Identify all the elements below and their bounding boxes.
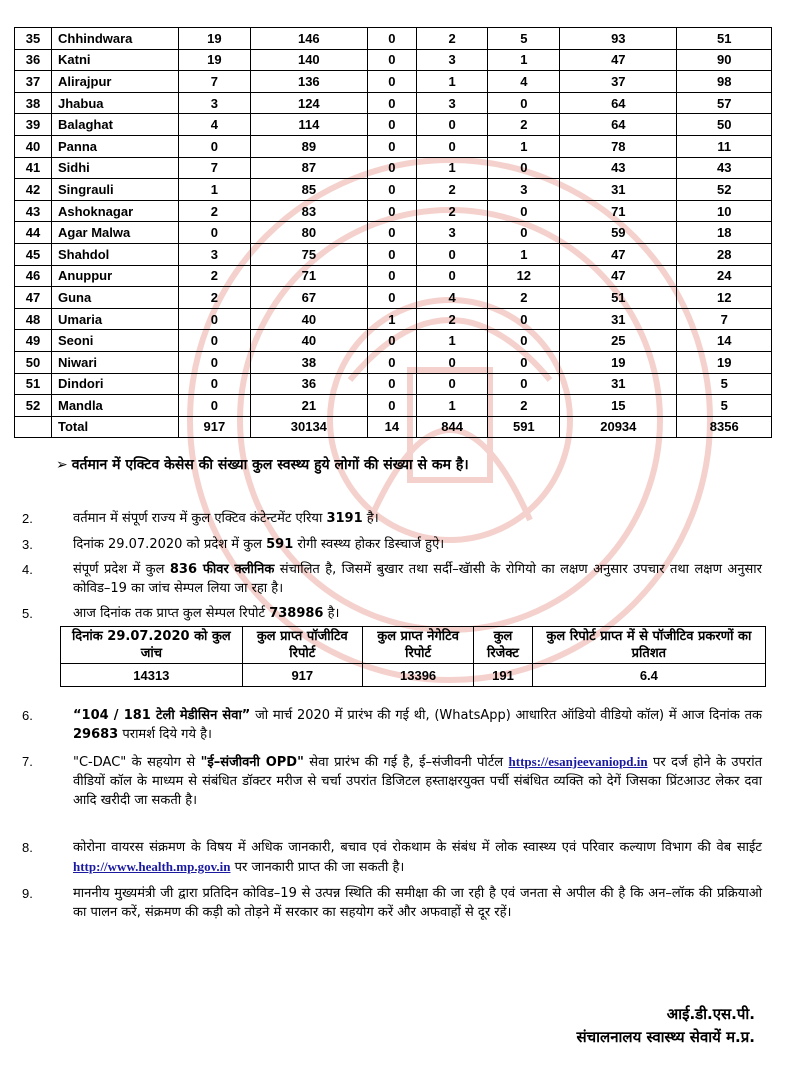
point-text: संपूर्ण प्रदेश में कुल: [73, 562, 170, 577]
summary-header: दिनांक 29.07.2020 को कुल जांच: [61, 627, 243, 664]
point-number: 3.: [22, 537, 33, 552]
count-cell: 83: [250, 200, 367, 222]
serial-number-cell: 44: [15, 222, 52, 244]
point-9: [22, 884, 762, 922]
serial-number-cell: [15, 416, 52, 438]
table-row: [15, 243, 772, 265]
total-row: [15, 416, 772, 438]
district-name-cell: Ashoknagar: [52, 200, 179, 222]
count-cell: 36: [250, 373, 367, 395]
count-cell: 59: [560, 222, 677, 244]
count-cell: 2: [416, 200, 488, 222]
signature-line-2: संचालनालय स्वास्थ्य सेवायें म.प्र.: [576, 1028, 755, 1046]
table-row: [15, 28, 772, 50]
point-number: 6.: [22, 708, 33, 723]
count-cell: 124: [250, 92, 367, 114]
count-cell: 47: [560, 265, 677, 287]
point-number: 9.: [22, 886, 33, 901]
count-cell: 19: [677, 351, 772, 373]
point-3: [22, 535, 762, 554]
district-name-cell: Seoni: [52, 330, 179, 352]
count-cell: 11: [677, 135, 772, 157]
count-cell: 30134: [250, 416, 367, 438]
count-cell: 4: [416, 287, 488, 309]
point-bold: 836 फीवर क्लीनिक: [169, 562, 275, 577]
serial-number-cell: 49: [15, 330, 52, 352]
point-text: "C-DAC" के सहयोग से: [73, 755, 201, 770]
point-text: परामर्श दिये गये है।: [118, 727, 212, 742]
district-name-cell: Shahdol: [52, 243, 179, 265]
count-cell: 0: [416, 265, 488, 287]
point-text: दिनांक 29.07.2020 को प्रदेश में कुल: [73, 537, 267, 552]
count-cell: 0: [367, 243, 416, 265]
count-cell: 31: [560, 308, 677, 330]
summary-value: 14313: [61, 664, 243, 687]
count-cell: 0: [367, 135, 416, 157]
count-cell: 0: [367, 71, 416, 93]
district-name-cell: Dindori: [52, 373, 179, 395]
point-text: आज दिनांक तक प्राप्त कुल सेम्पल रिपोर्ट: [73, 606, 270, 621]
count-cell: 2: [488, 114, 560, 136]
count-cell: 90: [677, 49, 772, 71]
district-name-cell: Jhabua: [52, 92, 179, 114]
count-cell: 844: [416, 416, 488, 438]
district-table: [14, 27, 772, 438]
point-bold: "ई–संजीवनी OPD": [200, 755, 304, 770]
point-number: 5.: [22, 606, 33, 621]
count-cell: 2: [416, 308, 488, 330]
count-cell: 1: [488, 135, 560, 157]
count-cell: 75: [250, 243, 367, 265]
count-cell: 19: [179, 28, 251, 50]
point-bold: “104 / 181 टेली मेडीसिन सेवा”: [73, 708, 251, 723]
count-cell: 28: [677, 243, 772, 265]
count-cell: 5: [488, 28, 560, 50]
summary-header: कुल प्राप्त पॉजीटिव रिपोर्ट: [242, 627, 362, 664]
count-cell: 2: [488, 395, 560, 417]
point-bold: 738986: [269, 606, 324, 621]
count-cell: 50: [677, 114, 772, 136]
district-name-cell: Chhindwara: [52, 28, 179, 50]
count-cell: 0: [367, 28, 416, 50]
district-name-cell: Mandla: [52, 395, 179, 417]
serial-number-cell: 36: [15, 49, 52, 71]
bullet-text: वर्तमान में एक्टिव केसेस की संख्या कुल स्वस्थ्य हुये लोगों की संख्या से कम है।: [71, 457, 469, 473]
point-5: [22, 604, 762, 623]
count-cell: 87: [250, 157, 367, 179]
count-cell: 47: [560, 49, 677, 71]
district-name-cell: Total: [52, 416, 179, 438]
count-cell: 1: [367, 308, 416, 330]
summary-header: कुल प्राप्त नेगेटिव रिपोर्ट: [362, 627, 473, 664]
count-cell: 20934: [560, 416, 677, 438]
count-cell: 136: [250, 71, 367, 93]
count-cell: 0: [416, 351, 488, 373]
count-cell: 0: [488, 157, 560, 179]
serial-number-cell: 47: [15, 287, 52, 309]
point-text: सेवा प्रारंभ की गई है, ई–संजीवनी पोर्टल: [303, 755, 509, 770]
count-cell: 1: [416, 71, 488, 93]
count-cell: 37: [560, 71, 677, 93]
health-website-link[interactable]: http://www.health.mp.gov.in: [73, 859, 231, 874]
count-cell: 40: [250, 308, 367, 330]
count-cell: 0: [488, 92, 560, 114]
district-name-cell: Umaria: [52, 308, 179, 330]
sample-summary-table: [60, 626, 766, 687]
count-cell: 12: [488, 265, 560, 287]
serial-number-cell: 45: [15, 243, 52, 265]
count-cell: 0: [488, 200, 560, 222]
point-text: है।: [323, 606, 340, 621]
count-cell: 1: [488, 243, 560, 265]
table-row: [15, 222, 772, 244]
count-cell: 25: [560, 330, 677, 352]
count-cell: 19: [560, 351, 677, 373]
district-name-cell: Guna: [52, 287, 179, 309]
count-cell: 0: [179, 308, 251, 330]
count-cell: 64: [560, 92, 677, 114]
count-cell: 71: [250, 265, 367, 287]
count-cell: 64: [560, 114, 677, 136]
count-cell: 1: [488, 49, 560, 71]
count-cell: 114: [250, 114, 367, 136]
count-cell: 51: [560, 287, 677, 309]
signature-line-1: आई.डी.एस.पी.: [666, 1005, 755, 1023]
summary-header: कुल रिपोर्ट प्राप्त में से पॉजीटिव प्रकरणों का प्रतिशत: [532, 627, 765, 664]
bullet-note: [56, 455, 469, 474]
count-cell: 4: [179, 114, 251, 136]
count-cell: 0: [488, 308, 560, 330]
count-cell: 140: [250, 49, 367, 71]
point-text: जो मार्च 2020 में प्रारंभ की गई थी, (WhatsApp) आधारित ऑडियो वीडियो कॉल) में आज दिनांक तक: [250, 708, 762, 723]
count-cell: 0: [179, 351, 251, 373]
point-number: 7.: [22, 754, 33, 769]
district-name-cell: Sidhi: [52, 157, 179, 179]
point-text: रोगी स्वस्थ्य होकर डिस्चार्ज हुऐ।: [293, 537, 445, 552]
esanjeevani-link[interactable]: https://esanjeevaniopd.in: [508, 754, 648, 769]
count-cell: 7: [179, 71, 251, 93]
count-cell: 2: [416, 179, 488, 201]
district-name-cell: Niwari: [52, 351, 179, 373]
point-bold: 591: [266, 537, 294, 552]
table-row: [15, 287, 772, 309]
count-cell: 5: [677, 373, 772, 395]
count-cell: 71: [560, 200, 677, 222]
district-name-cell: Agar Malwa: [52, 222, 179, 244]
count-cell: 0: [416, 243, 488, 265]
serial-number-cell: 35: [15, 28, 52, 50]
count-cell: 57: [677, 92, 772, 114]
arrow-bullet-icon: ➢: [56, 457, 68, 473]
count-cell: 40: [250, 330, 367, 352]
table-row: [15, 114, 772, 136]
summary-header: कुल रिजेक्ट: [474, 627, 532, 664]
count-cell: 3: [179, 243, 251, 265]
count-cell: 2: [416, 28, 488, 50]
count-cell: 917: [179, 416, 251, 438]
count-cell: 2: [488, 287, 560, 309]
count-cell: 12: [677, 287, 772, 309]
count-cell: 15: [560, 395, 677, 417]
point-6: [22, 706, 762, 744]
count-cell: 18: [677, 222, 772, 244]
point-text: पर दर्ज होने के उपरांत वीडियों कॉल के माध्यम से संबंधित डॉक्टर मरीज से चर्चा उपरांत डिजिटल हस्ताक्षरयुक्त पर्ची संबंधित व्यक्ति को देगें जिसका प्रिंटआउट लेकर दवा आदि खरीदी जा सकती है।: [73, 755, 762, 808]
table-row: [15, 330, 772, 352]
district-name-cell: Singrauli: [52, 179, 179, 201]
count-cell: 31: [560, 373, 677, 395]
district-name-cell: Alirajpur: [52, 71, 179, 93]
count-cell: 2: [179, 287, 251, 309]
count-cell: 0: [367, 351, 416, 373]
count-cell: 0: [367, 373, 416, 395]
count-cell: 0: [488, 222, 560, 244]
count-cell: 0: [488, 351, 560, 373]
count-cell: 19: [179, 49, 251, 71]
count-cell: 0: [416, 135, 488, 157]
summary-value: 917: [242, 664, 362, 687]
count-cell: 51: [677, 28, 772, 50]
count-cell: 80: [250, 222, 367, 244]
count-cell: 47: [560, 243, 677, 265]
point-4: [22, 560, 762, 598]
count-cell: 0: [367, 200, 416, 222]
count-cell: 78: [560, 135, 677, 157]
count-cell: 5: [677, 395, 772, 417]
point-number: 2.: [22, 511, 33, 526]
count-cell: 43: [560, 157, 677, 179]
count-cell: 0: [367, 395, 416, 417]
point-bold: 29683: [73, 727, 119, 742]
count-cell: 3: [488, 179, 560, 201]
count-cell: 21: [250, 395, 367, 417]
table-row: [15, 157, 772, 179]
point-text: माननीय मुख्यमंत्री जी द्वारा प्रतिदिन कोविड–19 से उत्पन्न स्थिति की समीक्षा की जा रही है एवं जनता से अपील की है कि अन–लॉक की प्रक्रियाओ का पालन करें, संक्रमण की कड़ी को तोड़ने में सरकार का सहयोग करें और अफवाहों से दूर रहें।: [73, 886, 762, 920]
count-cell: 38: [250, 351, 367, 373]
serial-number-cell: 42: [15, 179, 52, 201]
count-cell: 0: [367, 92, 416, 114]
count-cell: 3: [416, 222, 488, 244]
count-cell: 0: [367, 287, 416, 309]
count-cell: 10: [677, 200, 772, 222]
count-cell: 0: [179, 135, 251, 157]
summary-value: 6.4: [532, 664, 765, 687]
serial-number-cell: 41: [15, 157, 52, 179]
serial-number-cell: 43: [15, 200, 52, 222]
count-cell: 3: [179, 92, 251, 114]
serial-number-cell: 46: [15, 265, 52, 287]
count-cell: 0: [179, 222, 251, 244]
serial-number-cell: 48: [15, 308, 52, 330]
point-text: कोरोना वायरस संक्रमण के विषय में अधिक जानकारी, बचाव एवं रोकथाम के संबंध में लोक स्वास्थ्य एवं परिवार कल्याण विभाग की वेब साईट: [73, 840, 762, 855]
point-text: वर्तमान में संपूर्ण राज्य में कुल एक्टिव कंटेन्टमेंट एरिया: [73, 511, 327, 526]
count-cell: 4: [488, 71, 560, 93]
district-name-cell: Katni: [52, 49, 179, 71]
count-cell: 0: [179, 395, 251, 417]
table-row: [15, 92, 772, 114]
district-name-cell: Anuppur: [52, 265, 179, 287]
point-7: [22, 752, 762, 810]
count-cell: 14: [677, 330, 772, 352]
summary-value: 191: [474, 664, 532, 687]
serial-number-cell: 38: [15, 92, 52, 114]
count-cell: 0: [488, 330, 560, 352]
point-text: है।: [362, 511, 379, 526]
count-cell: 98: [677, 71, 772, 93]
count-cell: 0: [367, 157, 416, 179]
count-cell: 0: [367, 265, 416, 287]
count-cell: 0: [367, 179, 416, 201]
table-row: [15, 373, 772, 395]
count-cell: 0: [179, 330, 251, 352]
table-row: [15, 351, 772, 373]
table-row: [15, 135, 772, 157]
count-cell: 0: [367, 330, 416, 352]
count-cell: 0: [367, 222, 416, 244]
summary-value: 13396: [362, 664, 473, 687]
count-cell: 1: [179, 179, 251, 201]
serial-number-cell: 51: [15, 373, 52, 395]
count-cell: 591: [488, 416, 560, 438]
point-8: [22, 838, 762, 877]
district-name-cell: Balaghat: [52, 114, 179, 136]
count-cell: 7: [677, 308, 772, 330]
count-cell: 0: [416, 373, 488, 395]
count-cell: 85: [250, 179, 367, 201]
count-cell: 43: [677, 157, 772, 179]
table-row: [15, 179, 772, 201]
count-cell: 52: [677, 179, 772, 201]
district-name-cell: Panna: [52, 135, 179, 157]
point-text: संचालित है, जिसमें बुखार तथा सर्दी–खॅासी के रोगियो का लक्षण अनुसार उपचार तथा लक्षण अनुसार कोविड–19 का जांच सेम्पल लिया जा रहा है।: [73, 562, 762, 596]
count-cell: 31: [560, 179, 677, 201]
count-cell: 67: [250, 287, 367, 309]
serial-number-cell: 40: [15, 135, 52, 157]
count-cell: 0: [488, 373, 560, 395]
count-cell: 24: [677, 265, 772, 287]
count-cell: 89: [250, 135, 367, 157]
count-cell: 0: [367, 114, 416, 136]
serial-number-cell: 39: [15, 114, 52, 136]
count-cell: 3: [416, 49, 488, 71]
count-cell: 8356: [677, 416, 772, 438]
table-row: [15, 200, 772, 222]
count-cell: 2: [179, 200, 251, 222]
count-cell: 3: [416, 92, 488, 114]
count-cell: 2: [179, 265, 251, 287]
count-cell: 0: [367, 49, 416, 71]
count-cell: 1: [416, 395, 488, 417]
table-row: [15, 265, 772, 287]
count-cell: 14: [367, 416, 416, 438]
count-cell: 1: [416, 330, 488, 352]
serial-number-cell: 50: [15, 351, 52, 373]
point-text: पर जानकारी प्राप्त की जा सकती है।: [230, 860, 405, 875]
count-cell: 146: [250, 28, 367, 50]
table-row: [15, 395, 772, 417]
count-cell: 7: [179, 157, 251, 179]
table-row: [15, 49, 772, 71]
point-number: 4.: [22, 562, 33, 577]
count-cell: 93: [560, 28, 677, 50]
point-2: [22, 509, 762, 528]
point-bold: 3191: [326, 511, 363, 526]
serial-number-cell: 37: [15, 71, 52, 93]
table-row: [15, 308, 772, 330]
count-cell: 0: [179, 373, 251, 395]
point-number: 8.: [22, 840, 33, 855]
count-cell: 1: [416, 157, 488, 179]
table-row: [15, 71, 772, 93]
serial-number-cell: 52: [15, 395, 52, 417]
count-cell: 0: [416, 114, 488, 136]
